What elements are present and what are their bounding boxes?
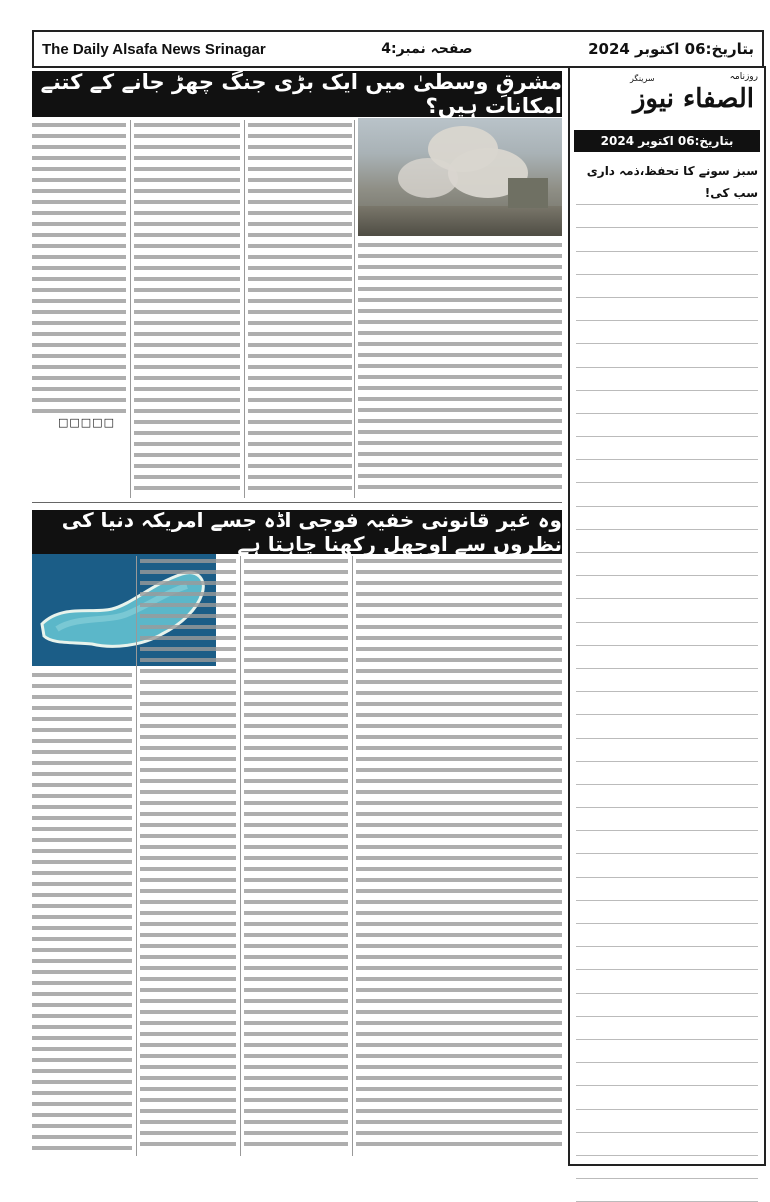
daily-label: روزنامہ [729,72,758,82]
article-1-photo [358,118,562,236]
page-header [32,30,764,68]
editorial-column [568,66,766,1166]
article-2-headline: وہ غیر قانونی خفیہ فوجی اڈہ جسے امریکہ دنیا کی نظروں سے اوجھل رکھنا چاہتا ہے [32,510,562,554]
paper-name: The Daily Alsafa News Srinagar [42,40,266,58]
editorial-title: سبز سونے کا تحفظ،ذمہ داری سب کی! [586,164,758,200]
newspaper-page [28,26,768,1166]
page-number: صفحہ نمبر:4 [381,41,473,57]
masthead-logo: الصفاء نیوز [632,84,754,114]
header-date: بتاریخ:06 اکتوبر 2024 [588,40,754,58]
editorial-body [576,160,758,1202]
city-label: سرینگر [630,74,655,83]
section-divider [32,502,562,503]
end-marks: □□□□□ [58,416,115,429]
masthead-date: بتاریخ:06 اکتوبر 2024 [574,130,760,152]
article-1-headline: مشرقِ وسطیٰ میں ایک بڑی جنگ چھڑ جانے کے کتنے امکانات ہیں؟ [32,71,562,117]
